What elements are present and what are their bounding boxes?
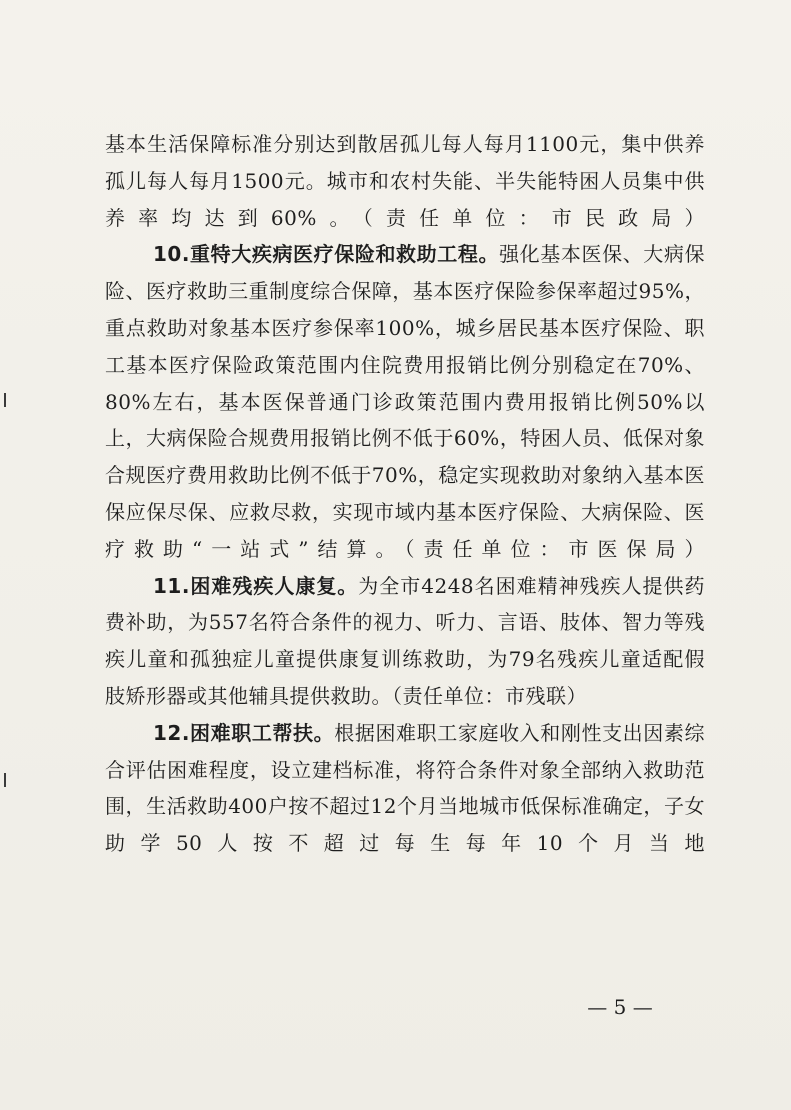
paragraph-item-11 bbox=[105, 568, 705, 715]
document-body bbox=[105, 126, 705, 862]
paragraph-heading: 12.困难职工帮扶。 bbox=[153, 720, 335, 745]
paragraph-text: 强化基本医保、大病保险、医疗救助三重制度综合保障，基本医疗保险参保率超过95%，重点救助对象基本医疗参保率100%，城乡居民基本医疗保险、职工基本医疗保险政策范围内住院费用报销比例分别稳定在70%、80%左右，基本医保普通门诊政策范围内费用报销比例50%以上，大病保险合规费用报销比例不低于60%，特困人员、低保对象合规医疗费用救助比例不低于70%，稳定实现救助对象纳入基本医保应保尽保、应救尽救，实现市域内基本医疗保险、大病保险、医疗救助“一站式”结算。（责任单位：市医保局） bbox=[105, 242, 706, 561]
paragraph-heading: 11.困难残疾人康复。 bbox=[153, 573, 359, 598]
paragraph-text: 根据困难职工家庭收入和刚性支出因素综合评估困难程度，设立建档标准，将符合条件对象全部纳入救助范围，生活救助400户按不超过12个月当地城市低保标准确定，子女助学50人按不超过每生每年10个月当地 bbox=[105, 720, 705, 856]
scan-mark bbox=[4, 393, 6, 407]
paragraph-heading: 10.重特大疾病医疗保险和救助工程。 bbox=[153, 242, 500, 267]
paragraph-item-12 bbox=[105, 715, 705, 862]
paragraph-continuation bbox=[105, 126, 705, 236]
paragraph-item-10 bbox=[105, 236, 705, 567]
scan-mark bbox=[4, 773, 6, 787]
page-number: — 5 — bbox=[587, 995, 653, 1019]
paragraph-text: 基本生活保障标准分别达到散居孤儿每人每月1100元，集中供养孤儿每人每月1500元。城市和农村失能、半失能特困人员集中供养率均达到60%。（责任单位：市民政局） bbox=[105, 132, 705, 230]
paragraph-text: 为全市4248名困难精神残疾人提供药费补助，为557名符合条件的视力、听力、言语、肢体、智力等残疾儿童和孤独症儿童提供康复训练救助，为79名残疾儿童适配假肢矫形器或其他辅具提供救助。（责任单位：市残联） bbox=[105, 573, 705, 708]
